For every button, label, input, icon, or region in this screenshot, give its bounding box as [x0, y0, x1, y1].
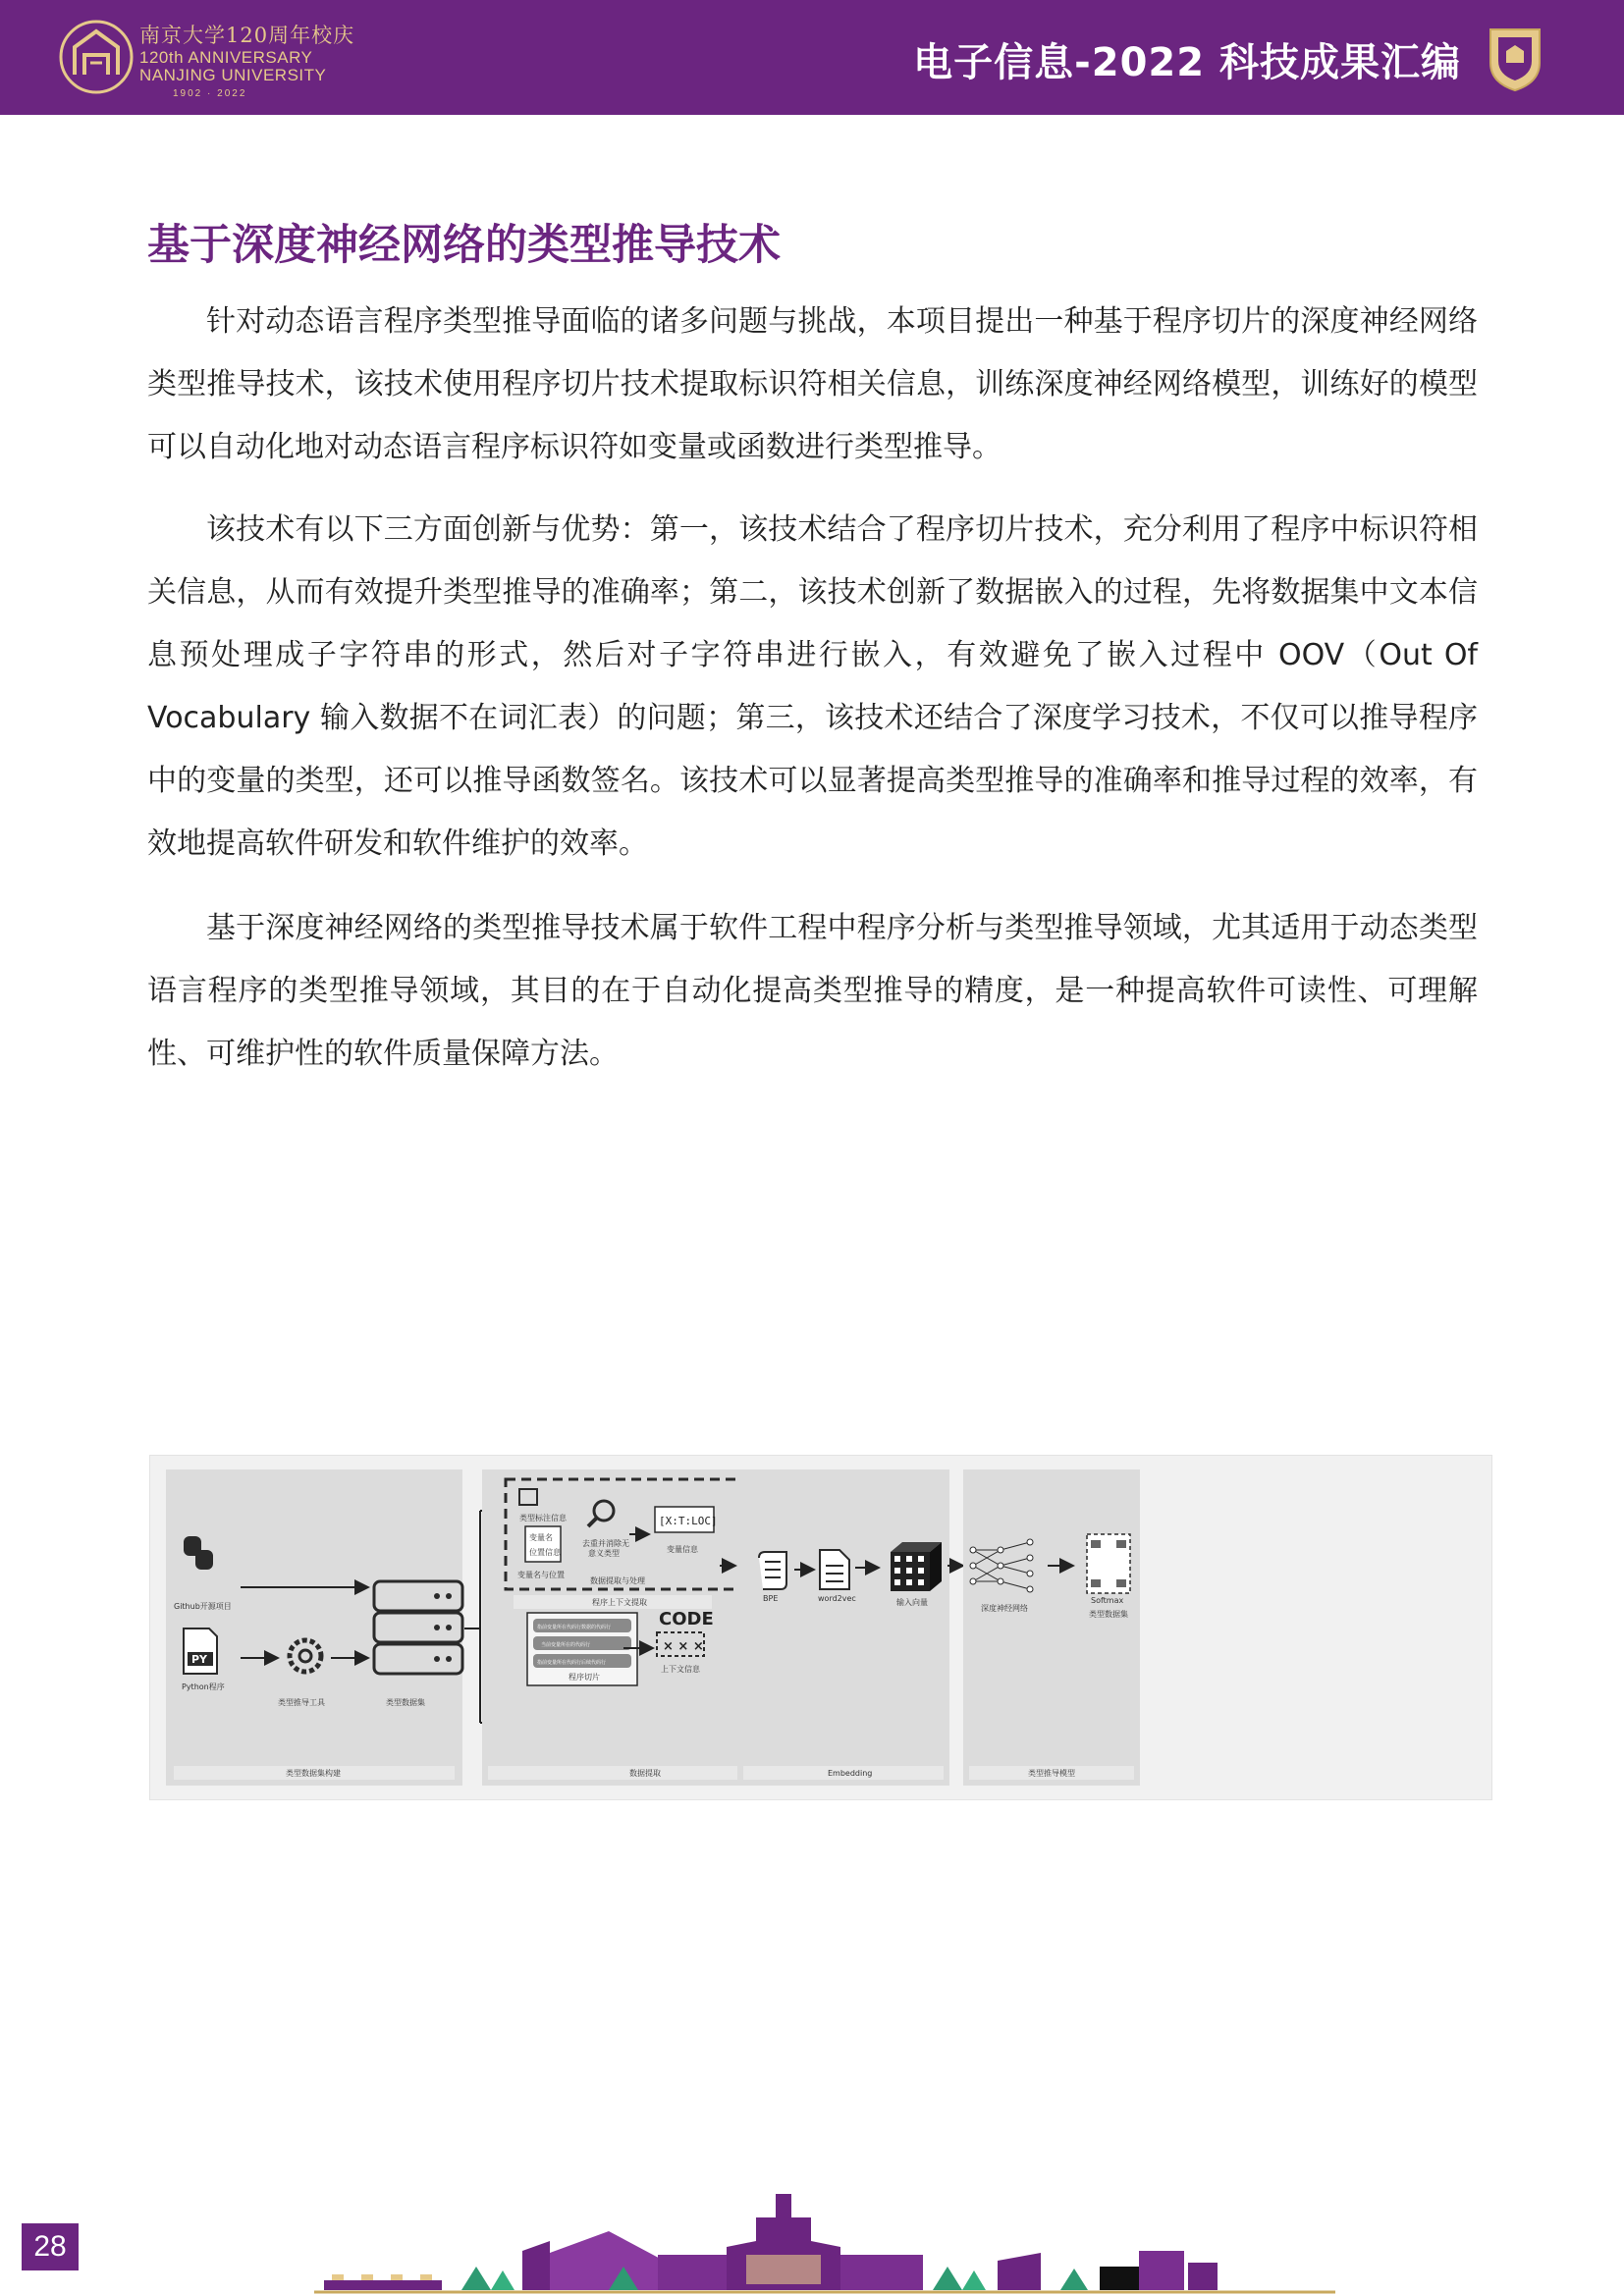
panel-dataset-construction	[166, 1469, 462, 1786]
diagram-canvas	[150, 1456, 1491, 1799]
university-emblem-icon	[1487, 24, 1543, 92]
code-marks: × × ×	[663, 1639, 704, 1654]
var-info-label: 变量信息	[667, 1545, 698, 1554]
position-label: 位置信息	[529, 1548, 561, 1557]
panel-embedding	[737, 1469, 949, 1786]
dedup-label-2: 意义类型	[588, 1549, 620, 1558]
code-text: CODE	[659, 1609, 714, 1629]
panel3-footer: Embedding	[828, 1769, 873, 1778]
panel2-footer: 数据提取	[629, 1769, 661, 1778]
context-info-label: 上下文信息	[661, 1665, 700, 1674]
campus-skyline-illustration	[314, 2184, 1335, 2296]
panel4-footer: 类型推导模型	[1028, 1769, 1075, 1778]
paragraph-innovations: 该技术有以下三方面创新与优势：第一，该技术结合了程序切片技术，充分利用了程序中标识符相关信息，从而有效提升类型推导的准确率；第二，该技术创新了数据嵌入的过程，先将数据集中文本信息预处理成子字符串的形式，然后对子字符串进行嵌入，有效避免了嵌入过程中 OOV（Out Of Vocabulary 输入数据不在词汇表）的问题；第三，该技术还结合了深度学习技术，不仅可以推导程序中的变量的类型，还可以推导函数签名。该技术可以显著提高类型推导的准确率和推导过程的效率，有效地提高软件研发和软件维护的效率。	[147, 512, 1478, 861]
extract-process-label: 数据提取与处理	[590, 1576, 645, 1585]
slice-line-2: 当前变量所在的代码行	[541, 1642, 591, 1648]
context-extract-label: 程序上下文提取	[592, 1598, 647, 1607]
var-pos-label: 变量名与位置	[517, 1571, 565, 1579]
scroll-icon	[759, 1552, 786, 1589]
py-file-icon	[184, 1629, 217, 1674]
dedup-label-1: 去重并消除无	[582, 1539, 629, 1548]
bpe-label: BPE	[763, 1594, 779, 1603]
anniversary-logo-icon	[57, 18, 135, 96]
anniversary-cn: 南京大学120周年校庆	[139, 24, 355, 47]
anniversary-years: 1902 · 2022	[173, 88, 247, 99]
github-label: Github开源项目	[174, 1602, 232, 1611]
xtloc-label: [X:T:LOC]	[659, 1515, 718, 1527]
slice-label: 程序切片	[568, 1673, 600, 1682]
py-badge: PY	[191, 1653, 208, 1666]
publication-title: 电子信息-2022 科技成果汇编	[913, 40, 1461, 85]
type-dataset-label: 类型数据集	[1089, 1610, 1128, 1619]
type-inference-workflow-diagram	[149, 1455, 1492, 1800]
page-number: 28	[22, 2223, 79, 2270]
section-title: 基于深度神经网络的类型推导技术	[147, 221, 781, 270]
panel-type-model	[963, 1469, 1140, 1786]
dataset-label: 类型数据集	[386, 1698, 425, 1707]
document-icon	[820, 1550, 849, 1589]
vector-cube-icon	[891, 1542, 942, 1591]
slice-line-3: 指前变量所在代码行后续代码行	[537, 1660, 607, 1666]
page-header	[0, 0, 1624, 115]
python-label: Python程序	[182, 1682, 225, 1691]
paragraph-intro: 针对动态语言程序类型推导面临的诸多问题与挑战，本项目提出一种基于程序切片的深度神经网络类型推导技术，该技术使用程序切片技术提取标识符相关信息，训练深度神经网络模型，训练好的模型可以自动化地对动态语言程序标识符如变量或函数进行类型推导。	[147, 304, 1478, 464]
word2vec-label: word2vec	[818, 1594, 856, 1603]
softmax-label: Softmax	[1091, 1596, 1124, 1605]
tool-label: 类型推导工具	[278, 1698, 325, 1707]
var-name-label: 变量名	[529, 1533, 553, 1542]
slice-line-1: 指前变量所在代码行数据的代码行	[537, 1625, 612, 1630]
panel1-footer: 类型数据集构建	[286, 1769, 341, 1778]
dnn-label: 深度神经网络	[981, 1604, 1028, 1613]
input-vector-label: 输入向量	[896, 1598, 928, 1607]
paragraph-application: 基于深度神经网络的类型推导技术属于软件工程中程序分析与类型推导领域，尤其适用于动态类型语言程序的类型推导领域，其目的在于自动化提高类型推导的精度，是一种提高软件可读性、可理解性、可维护性的软件质量保障方法。	[147, 911, 1478, 1071]
anniversary-en-2: NANJING UNIVERSITY	[139, 66, 327, 84]
anniversary-en-1: 120th ANNIVERSARY	[139, 48, 313, 67]
annotation-label: 类型标注信息	[519, 1514, 567, 1522]
anniversary-text	[139, 20, 354, 99]
